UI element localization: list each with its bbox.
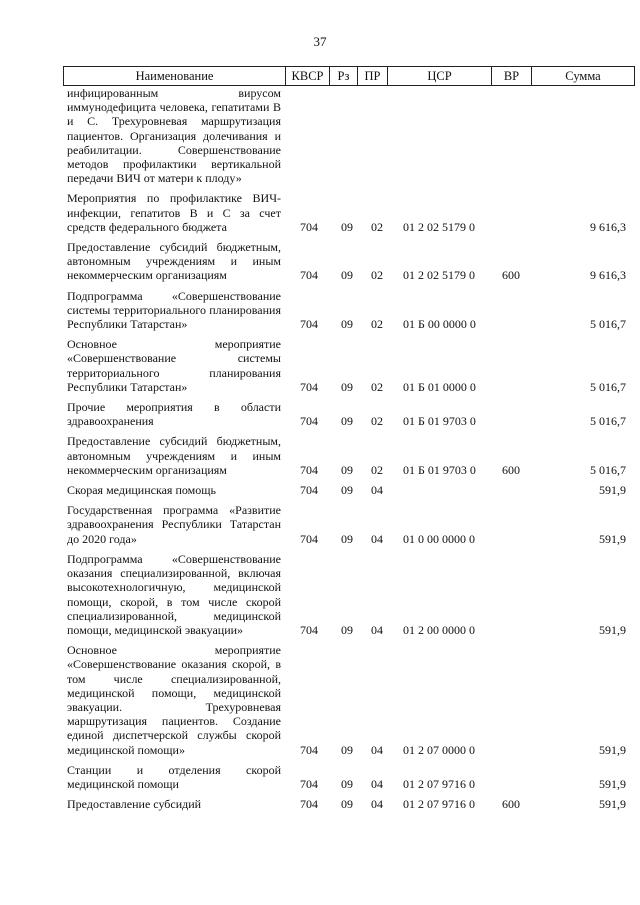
table-row (0, 434, 640, 477)
row-sum: 591,9 (599, 622, 626, 637)
table-row (0, 86, 640, 185)
row-sum: 591,9 (599, 742, 626, 757)
row-pr: 04 (371, 483, 383, 498)
row-rz: 09 (341, 462, 353, 477)
row-rz: 09 (341, 797, 353, 812)
row-name: Основное мероприятие «Совершенствование системы территориального планирования Республики Татарстан» (67, 337, 281, 394)
row-kvsr: 704 (300, 531, 318, 546)
row-vr: 600 (502, 797, 520, 812)
row-sum: 591,9 (599, 776, 626, 791)
row-sum: 5 016,7 (590, 414, 626, 429)
table-row (0, 337, 640, 394)
row-vr: 600 (502, 268, 520, 283)
row-rz: 09 (341, 317, 353, 332)
row-gap (0, 811, 640, 817)
row-name: Прочие мероприятия в области здравоохранения (67, 400, 281, 429)
row-sum: 591,9 (599, 531, 626, 546)
table-row (0, 483, 640, 497)
row-kvsr: 704 (300, 462, 318, 477)
row-sum: 591,9 (599, 483, 626, 498)
row-name: инфицированным вирусом иммунодефицита человека, гепатитами В и С. Трехуровневая маршрутизация пациентов. Организация долечивания и реабилитации. Совершенствование методов профилактики вертикальной передачи ВИЧ от матери к плоду» (67, 86, 281, 186)
header-rz: Рз (330, 67, 358, 85)
row-kvsr: 704 (300, 268, 318, 283)
row-name: Мероприятия по профилактике ВИЧ-инфекции, гепатитов В и С за счет средств федерального бюджета (67, 191, 281, 234)
header-csr: ЦСР (388, 67, 492, 85)
row-pr: 02 (371, 414, 383, 429)
table-header (63, 66, 635, 86)
row-name: Предоставление субсидий бюджетным, автономным учреждениям и иным некоммерческим организациям (67, 434, 281, 477)
row-csr: 01 0 00 0000 0 (403, 531, 475, 546)
row-sum: 9 616,3 (590, 219, 626, 234)
row-csr: 01 2 07 9716 0 (403, 776, 475, 791)
row-rz: 09 (341, 414, 353, 429)
table-row (0, 797, 640, 811)
row-pr: 02 (371, 379, 383, 394)
row-pr: 04 (371, 531, 383, 546)
row-csr: 01 2 07 9716 0 (403, 797, 475, 812)
row-sum: 5 016,7 (590, 317, 626, 332)
row-pr: 04 (371, 622, 383, 637)
row-sum: 591,9 (599, 797, 626, 812)
row-pr: 04 (371, 776, 383, 791)
row-pr: 02 (371, 462, 383, 477)
row-name: Скорая медицинская помощь (67, 483, 216, 498)
row-kvsr: 704 (300, 742, 318, 757)
row-kvsr: 704 (300, 379, 318, 394)
row-pr: 02 (371, 317, 383, 332)
row-kvsr: 704 (300, 317, 318, 332)
row-pr: 04 (371, 742, 383, 757)
table-row (0, 503, 640, 546)
row-csr: 01 Б 01 9703 0 (403, 462, 476, 477)
row-name: Станции и отделения скорой медицинской помощи (67, 762, 281, 791)
header-vr: ВР (492, 67, 532, 85)
table-row (0, 552, 640, 637)
row-kvsr: 704 (300, 622, 318, 637)
row-csr: 01 2 07 0000 0 (403, 742, 475, 757)
table-body (0, 86, 640, 817)
row-rz: 09 (341, 742, 353, 757)
row-csr: 01 2 02 5179 0 (403, 219, 475, 234)
row-rz: 09 (341, 531, 353, 546)
header-sum: Сумма (565, 68, 601, 83)
row-pr: 04 (371, 797, 383, 812)
row-rz: 09 (341, 622, 353, 637)
row-csr: 01 2 02 5179 0 (403, 268, 475, 283)
row-csr: 01 Б 00 0000 0 (403, 317, 476, 332)
row-kvsr: 704 (300, 414, 318, 429)
row-kvsr: 704 (300, 797, 318, 812)
row-pr: 02 (371, 268, 383, 283)
row-name: Подпрограмма «Совершенствование оказания специализированной, включая высокотехнологичную, медицинской помощи, скорой, в том числе скорой специализированной, медицинской помощи, медицинской эвакуации» (67, 551, 281, 637)
row-rz: 09 (341, 776, 353, 791)
row-rz: 09 (341, 219, 353, 234)
row-rz: 09 (341, 483, 353, 498)
row-name: Предоставление субсидий бюджетным, автономным учреждениям и иным некоммерческим организациям (67, 240, 281, 283)
header-pr: ПР (358, 67, 388, 85)
row-kvsr: 704 (300, 219, 318, 234)
row-name: Предоставление субсидий (67, 797, 202, 812)
row-sum: 9 616,3 (590, 268, 626, 283)
row-name: Основное мероприятие «Совершенствование оказания скорой, в том числе специализированной, медицинской помощи, медицинской эвакуации. Трехуровневая маршрутизация пациентов. Создание единой диспетчерской службы скорой медицинской помощи» (67, 643, 281, 757)
row-csr: 01 2 00 0000 0 (403, 622, 475, 637)
row-csr: 01 Б 01 0000 0 (403, 379, 476, 394)
table-row (0, 240, 640, 283)
row-name: Подпрограмма «Совершенствование системы территориального планирования Республики Татарстан» (67, 288, 281, 332)
table-row (0, 191, 640, 234)
header-kvsr: КВСР (286, 67, 330, 85)
row-kvsr: 704 (300, 776, 318, 791)
table-row (0, 763, 640, 791)
table-row (0, 289, 640, 332)
row-rz: 09 (341, 379, 353, 394)
row-vr: 600 (502, 462, 520, 477)
row-pr: 02 (371, 219, 383, 234)
row-kvsr: 704 (300, 483, 318, 498)
page-number: 37 (313, 34, 327, 49)
row-sum: 5 016,7 (590, 462, 626, 477)
row-sum: 5 016,7 (590, 379, 626, 394)
row-rz: 09 (341, 268, 353, 283)
row-csr: 01 Б 01 9703 0 (403, 414, 476, 429)
table-row (0, 643, 640, 757)
table-row (0, 400, 640, 428)
header-name: Наименование (64, 67, 286, 85)
row-name: Государственная программа «Развитие здравоохранения Республики Татарстан до 2020 года» (67, 503, 281, 546)
